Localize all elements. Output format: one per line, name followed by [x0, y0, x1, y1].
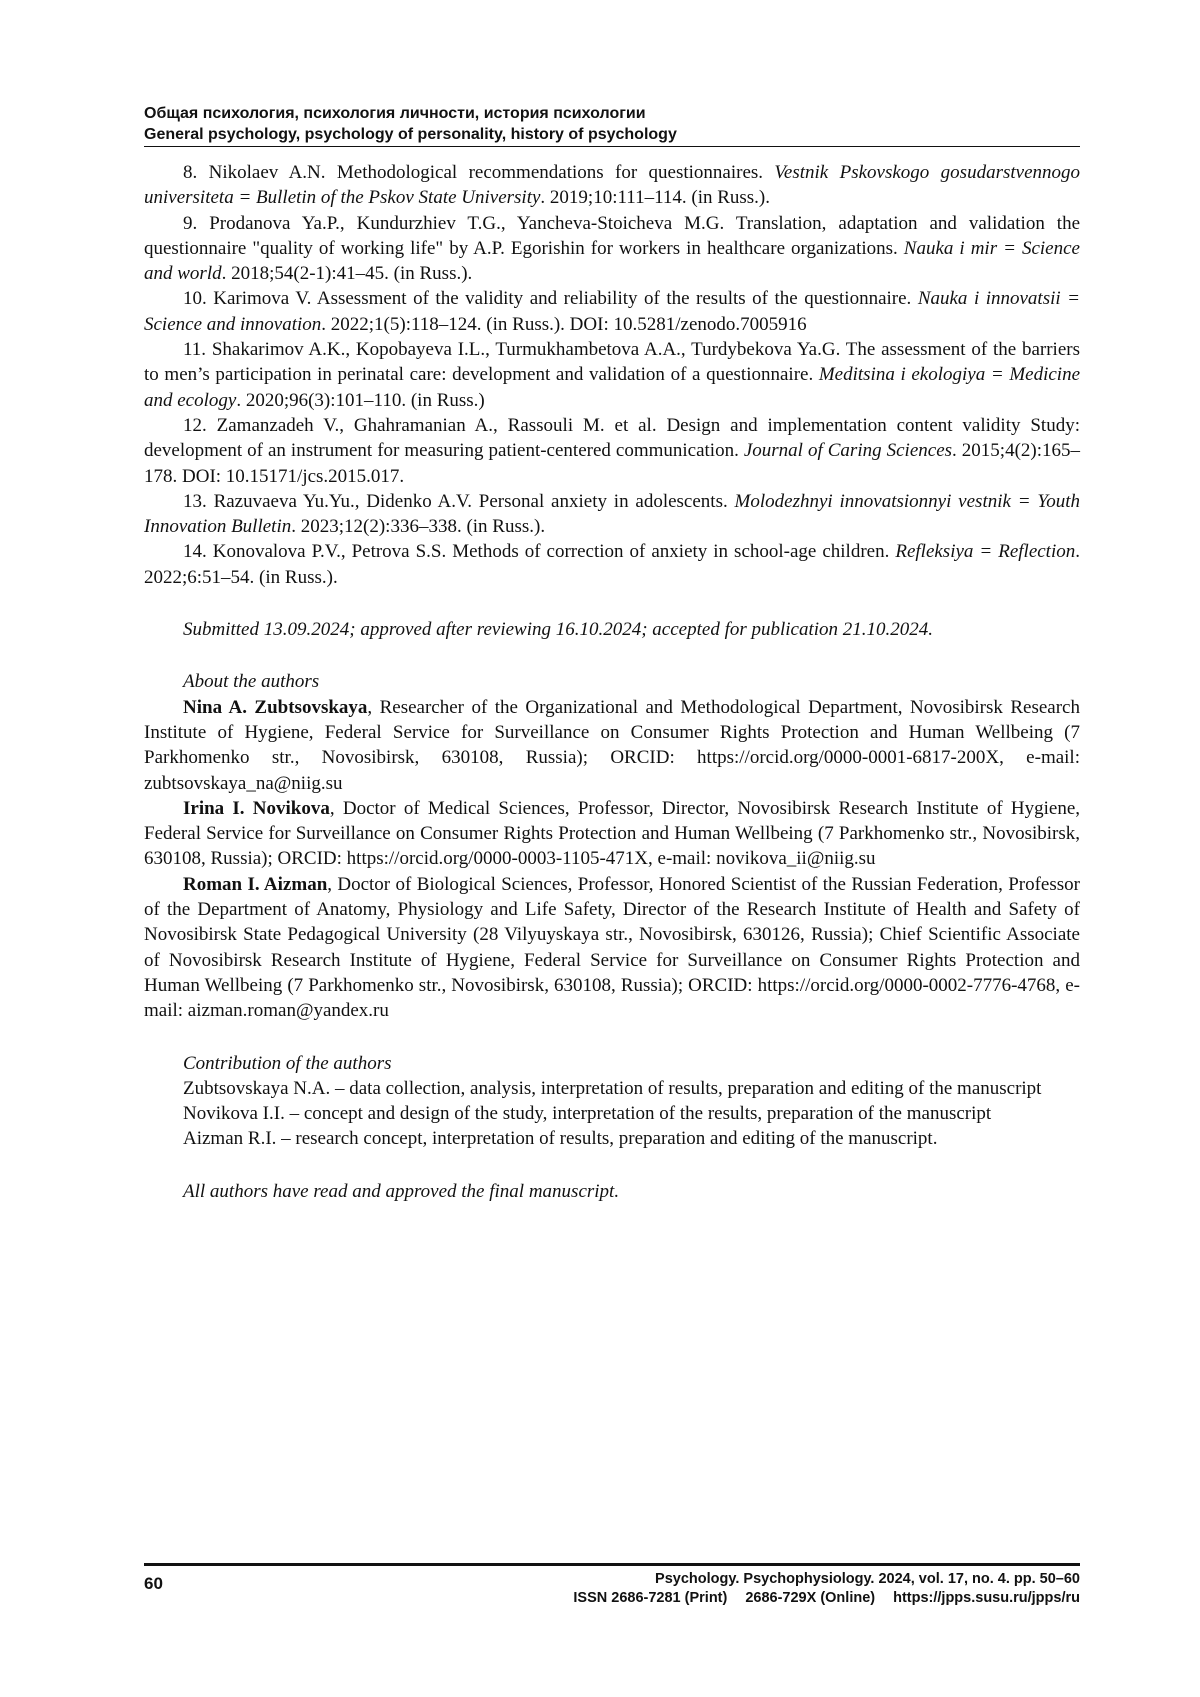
reference-text: 11. Shakarimov A.K., Kopobayeva I.L., Turmukhambetova A.A., Turdybekova Ya.G. The assessment of the barriers to men’s participation in perinatal care: development and validation of a questionnaire.	[144, 339, 1080, 386]
reference-journal: Molodezhnyi innovatsionnyi vestnik = Youth Innovation Bulletin	[144, 490, 1080, 538]
author-bio	[144, 872, 1080, 1024]
header-title-ru: Общая психология, психология личности, история психологии	[144, 105, 646, 122]
reference-item	[144, 211, 1080, 287]
reference-details: . 2019;10:111–114. (in Russ.).	[540, 187, 771, 209]
reference-details: . 2018;54(2-1):41–45. (in Russ.).	[221, 263, 473, 285]
footer-info	[573, 1570, 1080, 1608]
contribution-heading: Contribution of the authors	[183, 1052, 392, 1074]
reference-details: . 2022;6:51–54. (in Russ.).	[144, 541, 1080, 588]
issn-online: 2686-729X (Online)	[745, 1590, 876, 1606]
author-details: , Researcher of the Organizational and Methodological Department, Novosibirsk Research Institute of Hygiene, Federal Service for Surveillance on Consumer Rights Protection and Human Wellbeing (7 Parkhomenko str., Novosibirsk, 630108, Russia); ORCID: https://orcid.org/0000-0001-6817-200X, e-mail: zubtsovskaya_na@niig.su	[144, 696, 1080, 794]
reference-details: . 2015;4(2):165–178. DOI: 10.15171/jcs.2015.017.	[144, 440, 1081, 487]
author-name: Roman I. Aizman	[183, 873, 328, 895]
approval-statement: All authors have read and approved the final manuscript.	[183, 1180, 620, 1202]
page-number: 60	[144, 1574, 163, 1593]
reference-journal: Vestnik Pskovskogo gosudarstvennogo universiteta = Bulletin of the Pskov State University	[144, 162, 1080, 209]
reference-journal: Nauka i innovatsii = Science and innovation	[144, 288, 1080, 335]
article-body	[144, 160, 1080, 1204]
header-rule	[144, 146, 1080, 147]
reference-details: . 2022;1(5):118–124. (in Russ.). DOI: 10.5281/zenodo.7005916	[321, 313, 807, 335]
contribution-item: Novikova I.I. – concept and design of the study, interpretation of the results, preparation of the manuscript	[183, 1103, 992, 1125]
journal-url: https://jpps.susu.ru/jpps/ru	[893, 1590, 1080, 1606]
reference-journal: Journal of Caring Sciences	[743, 440, 953, 462]
reference-list	[144, 160, 1080, 590]
reference-item	[144, 337, 1080, 413]
author-details: , Doctor of Medical Sciences, Professor, Director, Novosibirsk Research Institute of Hygiene, Federal Service for Surveillance on Consumer Rights Protection and Human Wellbeing (7 Parkhomenko str., Novosibirsk, 630108, Russia); ORCID: https://orcid.org/0000-0003-1105-471X, e-mail: novikova_ii@niig.su	[144, 797, 1081, 870]
reference-journal: Meditsina i ekologiya = Medicine and ecology	[144, 364, 1081, 411]
journal-citation: Psychology. Psychophysiology. 2024, vol. 17, no. 4. pp. 50–60	[655, 1571, 1080, 1587]
reference-text: 13. Razuvaeva Yu.Yu., Didenko A.V. Personal anxiety in adolescents.	[183, 490, 735, 512]
reference-item	[144, 539, 1080, 590]
author-bio	[144, 796, 1080, 872]
contribution-item: Zubtsovskaya N.A. – data collection, analysis, interpretation of results, preparation and editing of the manuscript	[183, 1077, 1042, 1099]
about-authors-heading: About the authors	[183, 671, 320, 693]
author-details: , Doctor of Biological Sciences, Professor, Honored Scientist of the Russian Federation, Professor of the Department of Anatomy, Physiology and Life Safety, Director of the Research Institute of Health and Safety of Novosibirsk State Pedagogical University (28 Vilyuyskaya str., Novosibirsk, 630126, Russia); Chief Scientific Associate of Novosibirsk Research Institute of Hygiene, Federal Service for Surveillance on Consumer Rights Protection and Human Wellbeing (7 Parkhomenko str., Novosibirsk, 630108, Russia); ORCID: https://orcid.org/0000-0002-7776-4768, e-mail: aizman.roman@yandex.ru	[144, 873, 1080, 1022]
reference-item	[144, 489, 1080, 540]
reference-text: 8. Nikolaev A.N. Methodological recommendations for questionnaires.	[183, 162, 775, 183]
author-name: Irina I. Novikova	[183, 797, 330, 819]
footer-rule	[144, 1563, 1080, 1566]
reference-item	[144, 413, 1080, 489]
reference-journal: Nauka i mir = Science and world	[144, 237, 1080, 285]
reference-details: . 2023;12(2):336–338. (in Russ.).	[291, 516, 546, 538]
submission-dates: Submitted 13.09.2024; approved after reviewing 16.10.2024; accepted for publication 21.10.2024.	[183, 619, 934, 641]
issn-print: ISSN 2686-7281 (Print)	[573, 1590, 728, 1606]
issn-line	[573, 1589, 1080, 1608]
reference-item	[144, 286, 1080, 337]
reference-journal: Refleksiya = Reflection	[895, 541, 1076, 563]
reference-text: 12. Zamanzadeh V., Ghahramanian A., Rassouli M. et al. Design and implementation content validity Study: development of an instrument for measuring patient-centered communication.	[144, 414, 1080, 462]
header-title-en: General psychology, psychology of personality, history of psychology	[144, 126, 677, 143]
reference-text: 14. Konovalova P.V., Petrova S.S. Methods of correction of anxiety in school-age children.	[183, 541, 896, 563]
running-header	[144, 103, 1080, 145]
reference-details: . 2020;96(3):101–110. (in Russ.)	[236, 389, 485, 411]
author-name: Nina A. Zubtsovskaya	[183, 696, 368, 718]
reference-item	[144, 160, 1080, 211]
reference-text: 10. Karimova V. Assessment of the validity and reliability of the results of the questionnaire.	[183, 288, 918, 310]
reference-text: 9. Prodanova Ya.P., Kundurzhiev T.G., Yancheva-Stoicheva M.G. Translation, adaptation and validation the questionnaire "quality of working life" by A.P. Egorishin for workers in healthcare organizations.	[144, 212, 1080, 259]
contribution-item: Aizman R.I. – research concept, interpretation of results, preparation and editing of the manuscript.	[183, 1128, 938, 1150]
author-bio	[144, 695, 1080, 796]
